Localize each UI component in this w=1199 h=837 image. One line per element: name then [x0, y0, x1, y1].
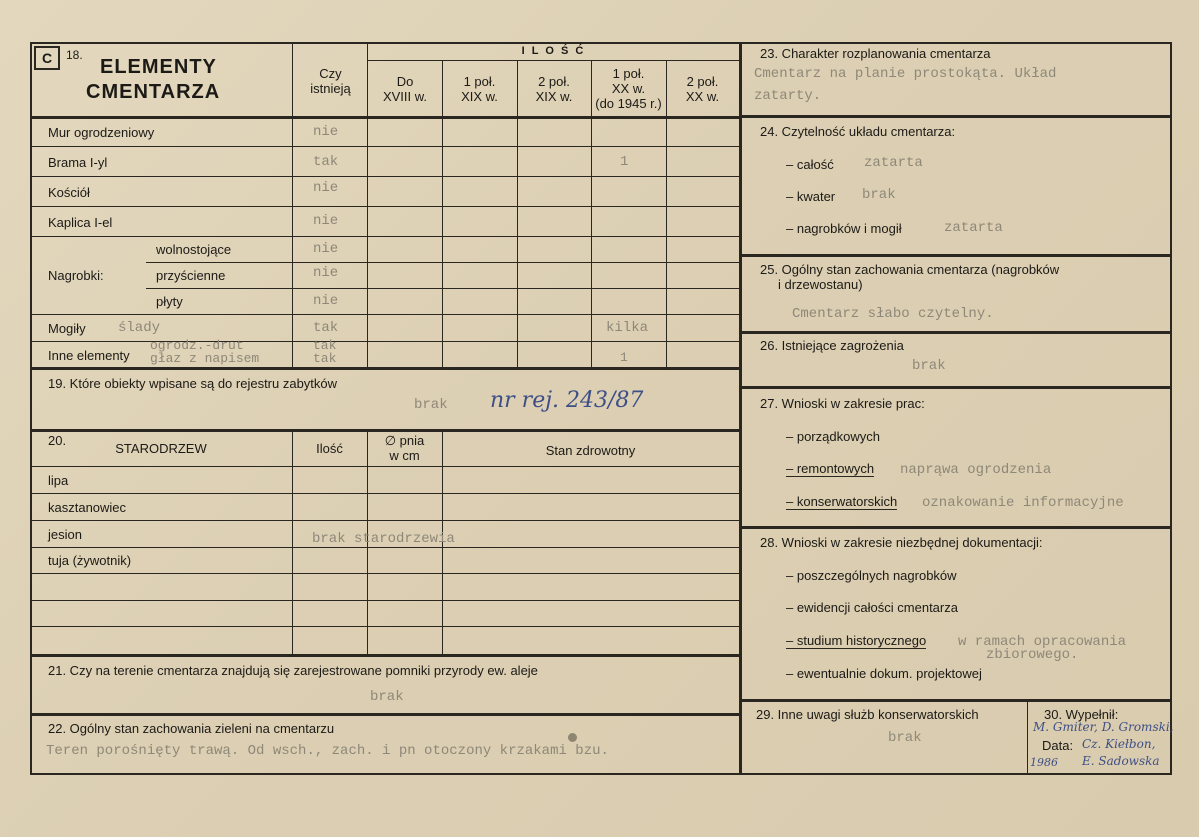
section-18-bottom: [30, 367, 739, 370]
s21-value: brak: [370, 689, 404, 705]
s25-label-2: i drzewostanu): [778, 277, 863, 292]
period-2-l2: XIX w.: [461, 89, 498, 104]
s28-label: 28. Wnioski w zakresie niezbędnej dokumentacji:: [760, 535, 1043, 550]
s28-stud-value-1: w ramach opracowania: [958, 634, 1127, 650]
s23-value-1: Cmentarz na planie prostokąta. Układ: [754, 66, 1057, 82]
row-line: [30, 314, 739, 315]
s28-bottom: [739, 699, 1172, 702]
row-kaplica-label: Kaplica I-el: [48, 215, 113, 230]
s28-ewent-label: – ewentualnie dokum. projektowej: [786, 666, 982, 681]
row-line: [30, 176, 739, 177]
row-brama-qty: 1: [620, 154, 629, 170]
row-plyty-exists: nie: [313, 293, 339, 309]
row-mur-label: Mur ogrodzeniowy: [48, 125, 155, 140]
czy-header-2: istnieją: [310, 81, 351, 96]
ilosc-underline: [368, 60, 739, 61]
row-line: [30, 206, 739, 207]
s24-kwater-value: brak: [862, 187, 896, 203]
s24-calosc-label: – całość: [786, 157, 834, 172]
row-inne-exists-2: tak: [313, 351, 337, 366]
s30-divider: [1027, 699, 1028, 775]
row-inne-exists-1: tak: [313, 338, 337, 353]
elementy-title-2: CMENTARZA: [86, 81, 221, 103]
period-5-l2: XX w.: [685, 89, 720, 104]
row-line: [30, 236, 739, 237]
period-3-l2: XIX w.: [535, 89, 573, 104]
period-4-l1: 1 poł.: [612, 66, 645, 81]
col-line-p4: [666, 60, 667, 368]
s19-bottom: [30, 429, 739, 432]
tree-jesion: jesion: [48, 527, 82, 542]
period-5-l1: 2 poł.: [686, 74, 719, 89]
s24-calosc-value: zatarta: [864, 155, 923, 171]
col-line-p2: [517, 60, 518, 368]
row-line: [30, 626, 739, 627]
s30-data-label: Data:: [1042, 738, 1074, 753]
row-kaplica-exists: nie: [313, 213, 339, 229]
row-kosciol-exists: nie: [313, 180, 339, 196]
s26-value: brak: [912, 358, 946, 374]
s29-value: brak: [888, 730, 922, 746]
s27-remont-value: naprąwa ogrodzenia: [900, 462, 1052, 478]
period-4-l2: XX w.: [611, 81, 646, 96]
s20-col-line: [292, 429, 293, 654]
s21-label: 21. Czy na terenie cmentarza znajdują się zarejestrowane pomniki przyrody ew. aleje: [48, 663, 538, 678]
col-line-czy: [367, 42, 368, 368]
row-przysc-label: przyścienne: [156, 268, 226, 283]
row-inne-qty: 1: [620, 350, 628, 365]
s20-number: 20.: [48, 433, 67, 448]
s29-label: 29. Inne uwagi służb konserwatorskich: [756, 707, 979, 722]
s22-label: 22. Ogólny stan zachowania zieleni na cmentarzu: [48, 721, 335, 736]
s24-kwater-label: – kwater: [786, 189, 836, 204]
row-inne-note-2: głaz z napisem: [150, 351, 260, 366]
czy-header-1: Czy: [319, 66, 342, 81]
row-nagrobki-label: Nagrobki:: [48, 268, 104, 283]
s28-stud-label: – studium historycznego: [786, 633, 927, 648]
s27-konserw-value: oznakowanie informacyjne: [922, 495, 1124, 511]
s27-porz-label: – porządkowych: [786, 429, 880, 444]
row-line: [30, 493, 739, 494]
col-line-p1: [442, 60, 443, 368]
period-1-l2: XVIII w.: [382, 89, 428, 104]
s24-nagrobkow-value: zatarta: [944, 220, 1003, 236]
row-wolno-label: wolnostojące: [156, 242, 232, 257]
col-line-p3: [591, 60, 592, 368]
ilosc-header: I L O Ś Ć: [521, 45, 586, 57]
s20-stan-header: Stan zdrowotny: [545, 443, 636, 458]
s27-bottom: [739, 526, 1172, 529]
tree-tuja: tuja (żywotnik): [48, 553, 132, 568]
row-line: [30, 341, 739, 342]
section-18-number: 18.: [66, 48, 83, 62]
row-mogily-note: ślady: [118, 320, 161, 336]
elementy-title-1: ELEMENTY: [100, 56, 217, 78]
period-4-l3: (do 1945 r.): [595, 96, 662, 111]
s19-label: 19. Które obiekty wpisane są do rejestru zabytków: [48, 376, 338, 391]
row-inne-label: Inne elementy: [48, 348, 130, 363]
s20-fi-header-1: ∅ pnia: [384, 433, 425, 448]
s20-header-bottom: [30, 466, 739, 467]
row-line: [30, 573, 739, 574]
s20-title: STARODRZEW: [115, 441, 207, 456]
s27-label: 27. Wnioski w zakresie prac:: [760, 396, 925, 411]
paper-spot: [568, 733, 577, 742]
tree-kasztanowiec: kasztanowiec: [48, 500, 127, 515]
s27-konserw-label: – konserwatorskich: [786, 494, 898, 509]
row-mur-exists: nie: [313, 124, 339, 140]
s20-bottom: [30, 654, 739, 657]
row-line: [30, 547, 739, 548]
row-mogily-qty: kilka: [606, 320, 649, 336]
s23-bottom: [739, 115, 1172, 118]
col-line-label: [292, 42, 293, 368]
period-2-l1: 1 poł.: [463, 74, 496, 89]
s26-bottom: [739, 386, 1172, 389]
s30-signature-2: Cz. Kiełbon,: [1082, 737, 1156, 751]
row-inne-note-1: ogrodz.-drut: [150, 338, 244, 353]
s20-fi-header-2: w cm: [389, 448, 420, 463]
header-bottom-line: [30, 116, 739, 119]
s23-label: 23. Charakter rozplanowania cmentarza: [760, 46, 991, 61]
row-line: [146, 288, 739, 289]
s25-bottom: [739, 331, 1172, 334]
s21-bottom: [30, 713, 739, 716]
row-plyty-label: płyty: [156, 294, 183, 309]
s24-nagrobkow-label: – nagrobków i mogił: [786, 221, 902, 236]
s19-handwritten-reg: nr rej. 243/87: [490, 388, 644, 413]
row-line: [30, 520, 739, 521]
row-przysc-exists: nie: [313, 265, 339, 281]
s25-label-1: 25. Ogólny stan zachowania cmentarza (nagrobków: [760, 262, 1060, 277]
row-brama-label: Brama I-yl: [48, 155, 108, 170]
s30-year: 1986: [1030, 756, 1058, 769]
row-mogily-label: Mogiły: [48, 321, 86, 336]
s24-label: 24. Czytelność układu cmentarza:: [760, 124, 956, 139]
s26-label: 26. Istniejące zagrożenia: [760, 338, 904, 353]
s28-ewid-label: – ewidencji całości cmentarza: [786, 600, 958, 615]
row-kosciol-label: Kościół: [48, 185, 90, 200]
s28-pos-label: – poszczególnych nagrobków: [786, 568, 957, 583]
s19-value: brak: [414, 397, 448, 413]
period-3-l1: 2 poł.: [538, 74, 570, 89]
row-mogily-exists: tak: [313, 320, 339, 336]
row-wolno-exists: nie: [313, 241, 339, 257]
s20-ilosc-header: Ilość: [316, 441, 343, 456]
s22-value: Teren porośnięty trawą. Od wsch., zach. i pn otoczony krzakami bzu.: [46, 743, 609, 759]
period-1-l1: Do: [396, 74, 414, 89]
s20-value: brak starodrzewia: [312, 531, 455, 547]
s23-value-2: zatarty.: [754, 88, 822, 104]
tree-lipa: lipa: [48, 473, 69, 488]
row-line: [30, 146, 739, 147]
s24-bottom: [739, 254, 1172, 257]
row-line: [30, 600, 739, 601]
s30-signature-3: E. Sadowska: [1082, 754, 1160, 768]
s30-signature-1: M. Gmiter, D. Gromski,: [1033, 720, 1174, 734]
row-line: [146, 262, 739, 263]
s25-value: Cmentarz słabo czytelny.: [792, 306, 994, 322]
section-c-box: C: [34, 46, 60, 70]
s30-label: 30. Wypełnił:: [1044, 707, 1119, 722]
row-brama-exists: tak: [313, 154, 339, 170]
center-divider: [739, 42, 742, 775]
s27-remont-label: – remontowych: [786, 461, 875, 476]
s28-stud-value-2: zbiorowego.: [986, 647, 1079, 663]
